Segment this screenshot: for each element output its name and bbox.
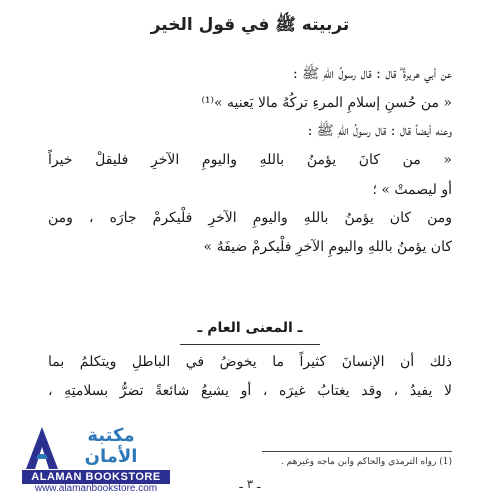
body-line-7: كان يؤمنُ باللهِ واليومِ الآخرِ فلْيكرمْ ضيفَهُ » [203, 239, 452, 255]
logo-arabic-line1: مكتبة [87, 425, 135, 446]
body-line-1: عن أبي هريرةَ ؓ قال : قال رسولُ اللهِ ﷺ : [292, 66, 452, 82]
logo-arabic-text [52, 425, 170, 467]
body-line-4: « من كانَ يؤمنُ باللهِ واليومِ الآخرِ فليقلْ خيراً [48, 152, 452, 168]
section-line-2: لا يفيدُ ، وقد يغتابُ غيرَه ، أو يشيعُ شائعةً تضرُّ بسلامتِهِ ، [48, 383, 452, 399]
logo-arabic-line2: الأمان [84, 446, 138, 467]
logo-english-text: ALAMAN BOOKSTORE [22, 470, 170, 484]
section-line-1: ذلك أن الإنسانَ كثيراً ما يخوضُ في الباطلِ ويتكلمُ بما [48, 354, 452, 370]
body-line-2: « من حُسنِ إسلامِ المرءِ تركُهُ مالا يَعنيه »⁽¹⁾ [201, 95, 452, 111]
footnote: (1) رواه الترمذي والحاكم وابن ماجه وغيرهم . [280, 457, 452, 467]
footnote-rule [262, 451, 452, 452]
body-line-3: وعنه أيضاً قال : قال رسولُ اللهِ ﷺ : [307, 123, 452, 139]
section-title: ـ المعنى العام ـ [197, 320, 303, 336]
page-number: ـ ٣ ـ [239, 477, 261, 491]
page-title: تربيته ﷺ في قول الخير [150, 15, 350, 35]
store-url: www.alamanbookstore.com [34, 483, 158, 494]
section-underline [180, 344, 320, 345]
body-line-6: ومن كان يؤمنُ باللهِ واليومِ الآخرِ فلْيكرمْ جارَه ، ومن [48, 210, 452, 226]
body-line-5: أو ليصمتْ » ؛ [372, 182, 452, 198]
